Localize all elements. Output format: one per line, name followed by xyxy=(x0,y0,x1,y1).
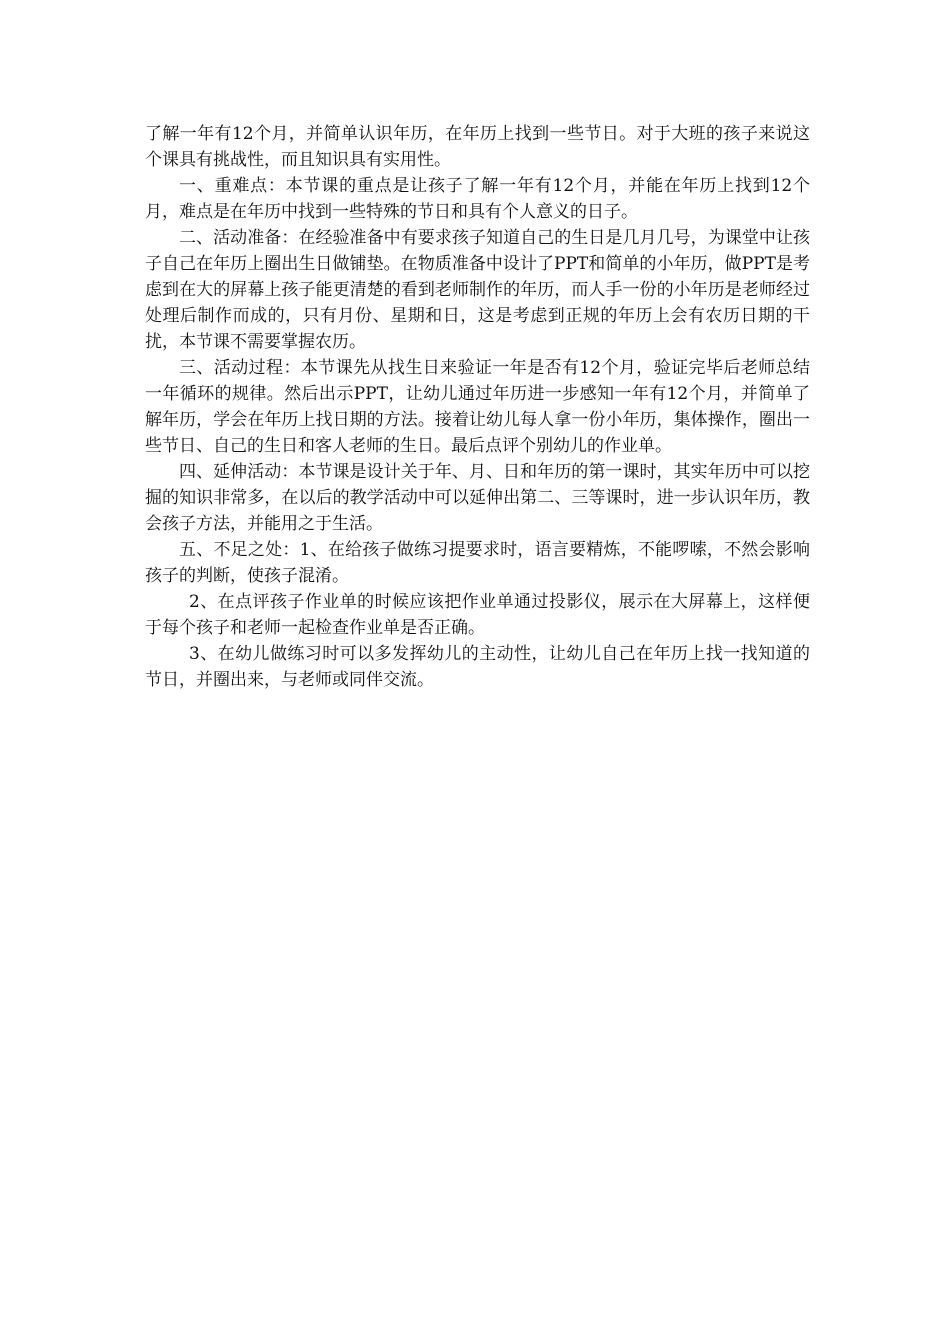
paragraph-preparation: 二、活动准备：在经验准备中有要求孩子知道自己的生日是几月几号，为课堂中让孩子自己在年历上圈出生日做铺垫。在物质准备中设计了PPT和简单的小年历，做PPT是考虑到在大的屏幕上孩子能更清楚的看到老师制作的年历，而人手一份的小年历是老师经过处理后制作而成的，只有月份、星期和日，这是考虑到正规的年历上会有农历日期的干扰，本节课不需要掌握农历。 xyxy=(145,228,810,352)
paragraph-shortcomings-3: 3、在幼儿做练习时可以多发挥幼儿的主动性，让幼儿自己在年历上找一找知道的节日，并圈出来，与老师或同伴交流。 xyxy=(145,644,810,690)
document-body xyxy=(145,121,810,693)
paragraph-extension: 四、延伸活动：本节课是设计关于年、月、日和年历的第一课时，其实年历中可以挖掘的知识非常多，在以后的教学活动中可以延伸出第二、三等课时，进一步认识年历，教会孩子方法，并能用之于生活。 xyxy=(145,462,810,534)
paragraph-shortcomings-1: 五、不足之处：1、在给孩子做练习提要求时，语言要精炼，不能啰嗦，不然会影响孩子的判断，使孩子混淆。 xyxy=(145,540,810,586)
paragraph-intro-continuation: 了解一年有12个月，并简单认识年历，在年历上找到一些节日。对于大班的孩子来说这个课具有挑战性，而且知识具有实用性。 xyxy=(145,124,810,170)
paragraph-shortcomings-2: 2、在点评孩子作业单的时候应该把作业单通过投影仪，展示在大屏幕上，这样便于每个孩子和老师一起检查作业单是否正确。 xyxy=(145,592,810,638)
paragraph-process: 三、活动过程：本节课先从找生日来验证一年是否有12个月，验证完毕后老师总结一年循环的规律。然后出示PPT，让幼儿通过年历进一步感知一年有12个月，并简单了解年历，学会在年历上找日期的方法。接着让幼儿每人拿一份小年历，集体操作，圈出一些节日、自己的生日和客人老师的生日。最后点评个别幼儿的作业单。 xyxy=(145,358,810,456)
paragraph-key-points: 一、重难点：本节课的重点是让孩子了解一年有12个月，并能在年历上找到12个月，难点是在年历中找到一些特殊的节日和具有个人意义的日子。 xyxy=(145,176,810,222)
